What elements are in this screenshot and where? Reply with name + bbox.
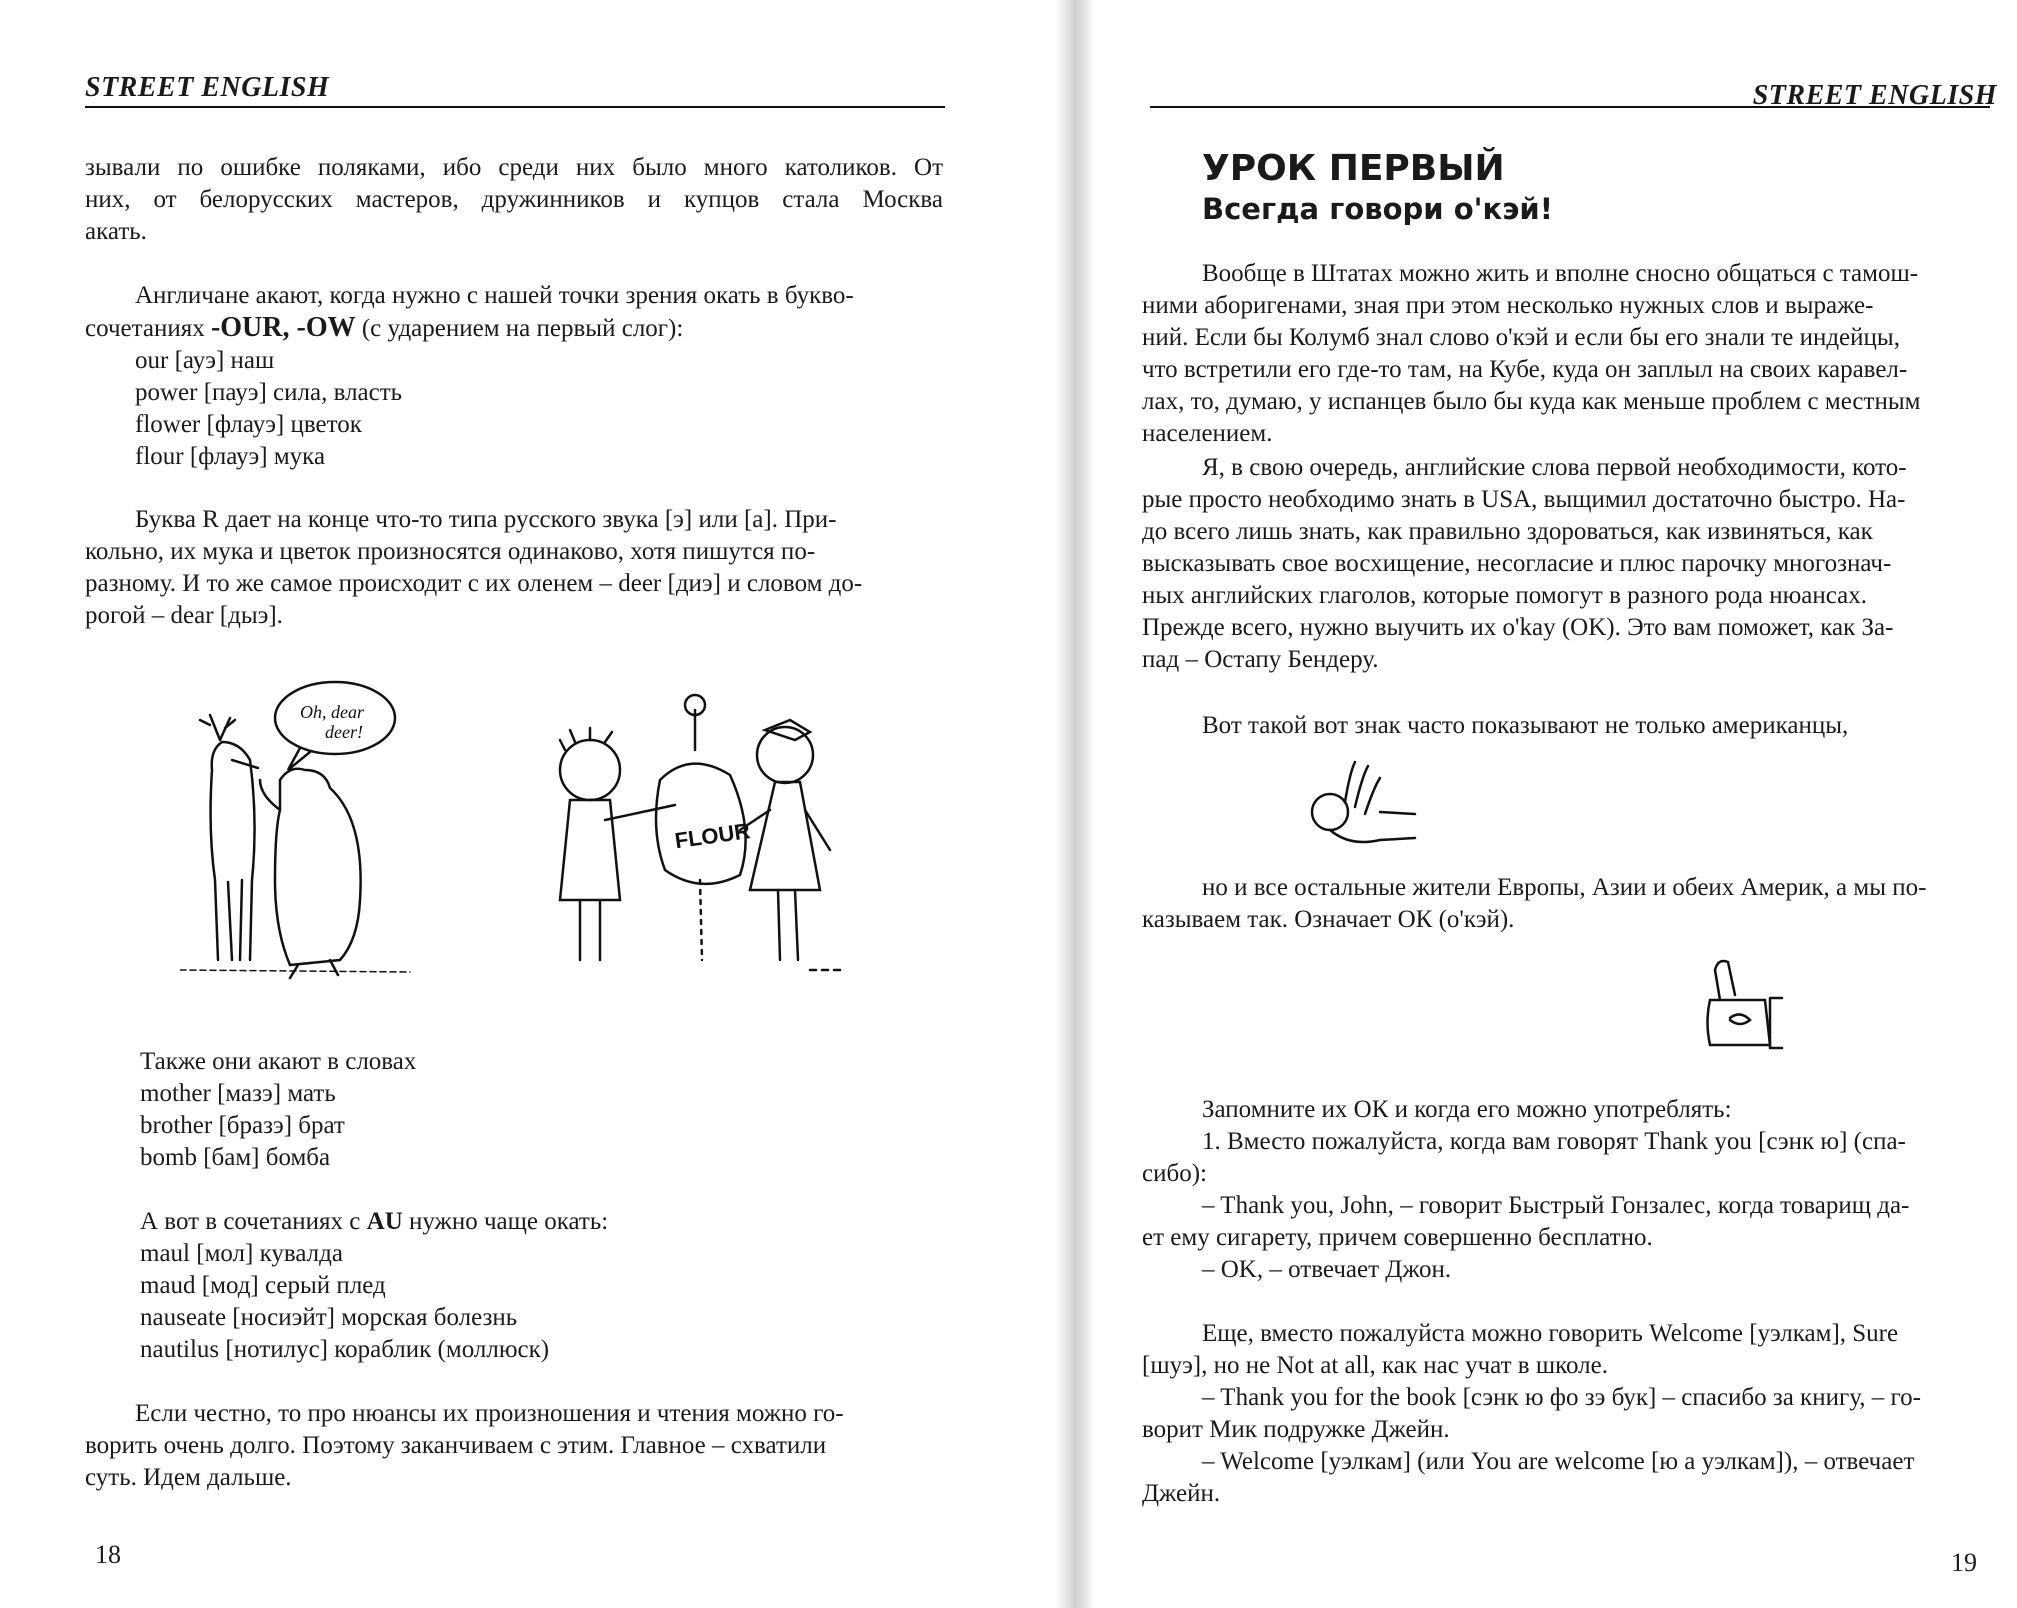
running-header-left: STREET ENGLISH xyxy=(85,72,330,103)
boy-girl-flour-illustration xyxy=(540,670,870,990)
paragraph-others: но и все остальные жители Европы, Азии и обеих Америк, а мы по- казываем так. Означает ОК (о'кэй). xyxy=(1142,874,1927,933)
thumbs-up-illustration xyxy=(1690,950,1810,1060)
lesson-subtitle: Всегда говори о'кэй! xyxy=(1202,192,1553,226)
word-entry: nautilus [нотилус] кораблик (моллюск) xyxy=(140,1336,550,1363)
word-entry: brother [бразэ] брат xyxy=(140,1112,345,1139)
paragraph-also-akayut: Также они акают в словах mother [мазэ] мать brother [бразэ] брат bomb [бам] бомба xyxy=(140,1046,700,1174)
paragraph-letter-r: Буква R дает на конце что-то типа русского звука [э] или [а]. При- кольно, их мука и цветок произносятся одинаково, хотя пишутся по- разному. И то же самое происходит с их оленем – deer [диэ] и словом до- рогой – dear [дыэ]. xyxy=(85,506,863,629)
word-entry: power [пауэ] сила, власть xyxy=(135,379,403,406)
word-entry: nauseate [носиэйт] морская болезнь xyxy=(140,1304,518,1331)
word-entry: flour [флауэ] мука xyxy=(135,443,326,470)
ok-hand-gesture-illustration xyxy=(1300,752,1420,862)
paragraph-first-words: Я, в свою очередь, английские слова первой необходимости, кото- рые просто необходимо знать в USA, выщимил достаточно быстро. На- до всего лишь знать, как правильно здороваться, как извиняться, как высказывать свое восхищение, несогласие и плюс парочку многознач- ных английских глаголов, которые помогут в разного рода нюансах. Прежде всего, нужно выучить их o'kay (OK). Это вам поможет, как За- пад – Остапу Бендеру. xyxy=(1142,454,1907,673)
word-entry: bomb [бам] бомба xyxy=(140,1144,331,1171)
running-header-right: STREET ENGLISH xyxy=(1752,80,1997,111)
bag-label: FLOUR xyxy=(673,818,752,854)
bubble-text-line2: deer! xyxy=(325,722,363,742)
word-entry: mother [мазэ] мать xyxy=(140,1080,336,1107)
page-number-left: 18 xyxy=(95,1540,121,1569)
page-number-right: 19 xyxy=(1951,1548,1977,1577)
paragraph-akayut: Англичане акают, когда нужно с нашей точки зрения окать в букво- сочетаниях -OUR, -OW (с ударением на первый слог): our [ауэ] наш power [пауэ] сила, власть flower [флауэ] цветок flour [флауэ] мука xyxy=(85,280,943,473)
paragraph-au-combination: А вот в сочетаниях с AU нужно чаще окать: maul [мол] кувалда maud [мод] серый плед nauseate [носиэйт] морская болезнь nautilus [нотилус] кораблик (моллюск) xyxy=(140,1206,780,1366)
bubble-text-line1: Oh, dear xyxy=(300,702,364,722)
paragraph-remember-ok: Запомните их ОК и когда его можно употреблять: 1. Вместо пожалуйста, когда вам говорят Thank you [сэнк ю] (спа- сибо): – Thank you, John, – говорит Быстрый Гонзалес, когда товарищ да- ет ему сигарету, причем совершенно бесплатно. – OK, – отвечает Джон. xyxy=(1142,1096,1910,1283)
word-entry: flower [флауэ] цветок xyxy=(135,411,362,438)
deer-and-bear-illustration xyxy=(180,670,440,990)
lesson-title: УРОК ПЕРВЫЙ xyxy=(1202,148,1505,189)
word-entry: our [ауэ] наш xyxy=(135,347,275,374)
word-entry: maud [мод] серый плед xyxy=(140,1272,386,1299)
right-page xyxy=(1070,0,2017,1608)
paragraph-columbus: Вообще в Штатах можно жить и вполне сносно общаться с тамош- ними аборигенами, зная при этом несколько нужных слов и выраже- ний. Если бы Колумб знал слово о'кэй и если бы его знали те индейцы, что встретили его где-то там, на Кубе, куда он заплыл на своих каравел- лах, то, думаю, у испанцев было бы куда как меньше проблем с местным населением. xyxy=(1142,260,1921,447)
paragraph-conclusion: Если честно, то про нюансы их произношения и чтения можно го- ворить очень долго. Поэтому заканчиваем с этим. Главное – схватили суть. Идем дальше. xyxy=(85,1400,844,1491)
paragraph-intro: зывали по ошибке поляками, ибо среди них было много католиков. От них, от белорусских мастеров, дружинников и купцов стала Москва акать. xyxy=(85,154,943,245)
paragraph-sign: Вот такой вот знак часто показывают не только американцы, xyxy=(1202,712,1849,739)
header-rule-left xyxy=(85,106,945,108)
paragraph-welcome: Еще, вместо пожалуйста можно говорить Welcome [уэлкам], Sure [шуэ], но не Not at all, как нас учат в школе. – Thank you for the book [сэнк ю фо зэ бук] – спасибо за книгу, – го- ворит Мик подружке Джейн. – Welcome [уэлкам] (или You are welcome [ю а уэлкам]), – отвечает Джейн. xyxy=(1142,1320,1921,1507)
word-entry: maul [мол] кувалда xyxy=(140,1240,343,1267)
